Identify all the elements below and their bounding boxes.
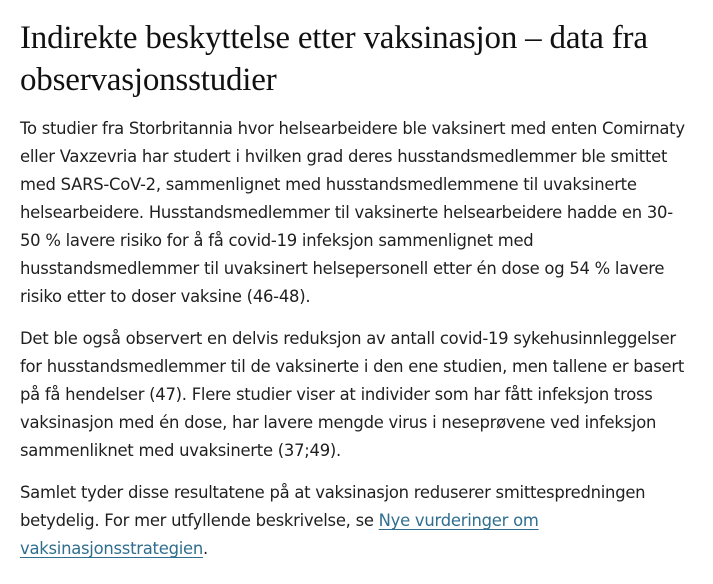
paragraph-hospitalizations: Det ble også observert en delvis reduksjon av antall covid-19 sykehusinnleggelser for husstandsmedlemmer til de vaksinerte i den ene studien, men tallene er basert på få hendelser (47). Flere studier viser at individer som har fått infeksjon tross vaksinasjon med én dose, har lavere mengde virus i neseprøvene ved infeksjon sammenliknet med uvaksinerte (37;49). bbox=[20, 329, 685, 460]
section-heading: Indirekte beskyttelse etter vaksinasjon – data fra observasjonsstudier bbox=[20, 20, 648, 98]
paragraph-household-studies: To studier fra Storbritannia hvor helsearbeidere ble vaksinert med enten Comirnaty eller Vaxzevria har studert i hvilken grad deres husstandsmedlemmer ble smittet med SARS-CoV-2, sammenlignet med husstandsmedlemmene til uvaksinerte helsearbeidere. Husstandsmedlemmer til vaksinerte helsearbeidere hadde en 30-50 % lavere risiko for å få covid-19 infeksjon sammenlignet med husstandsmedlemmer til uvaksinert helsepersonell etter én dose og 54 % lavere risiko etter to doser vaksine (46-48). bbox=[20, 119, 685, 306]
article-section bbox=[20, 0, 692, 577]
paragraph-conclusion bbox=[20, 479, 692, 563]
conclusion-text: Samlet tyder disse resultatene på at vaksinasjon reduserer smittespredningen betydelig. For mer utfyllende beskrivelse, se bbox=[20, 483, 646, 530]
vaccination-strategy-link[interactable]: Nye vurderinger om vaksinasjonsstrategien bbox=[20, 511, 539, 558]
conclusion-period: . bbox=[203, 539, 208, 558]
